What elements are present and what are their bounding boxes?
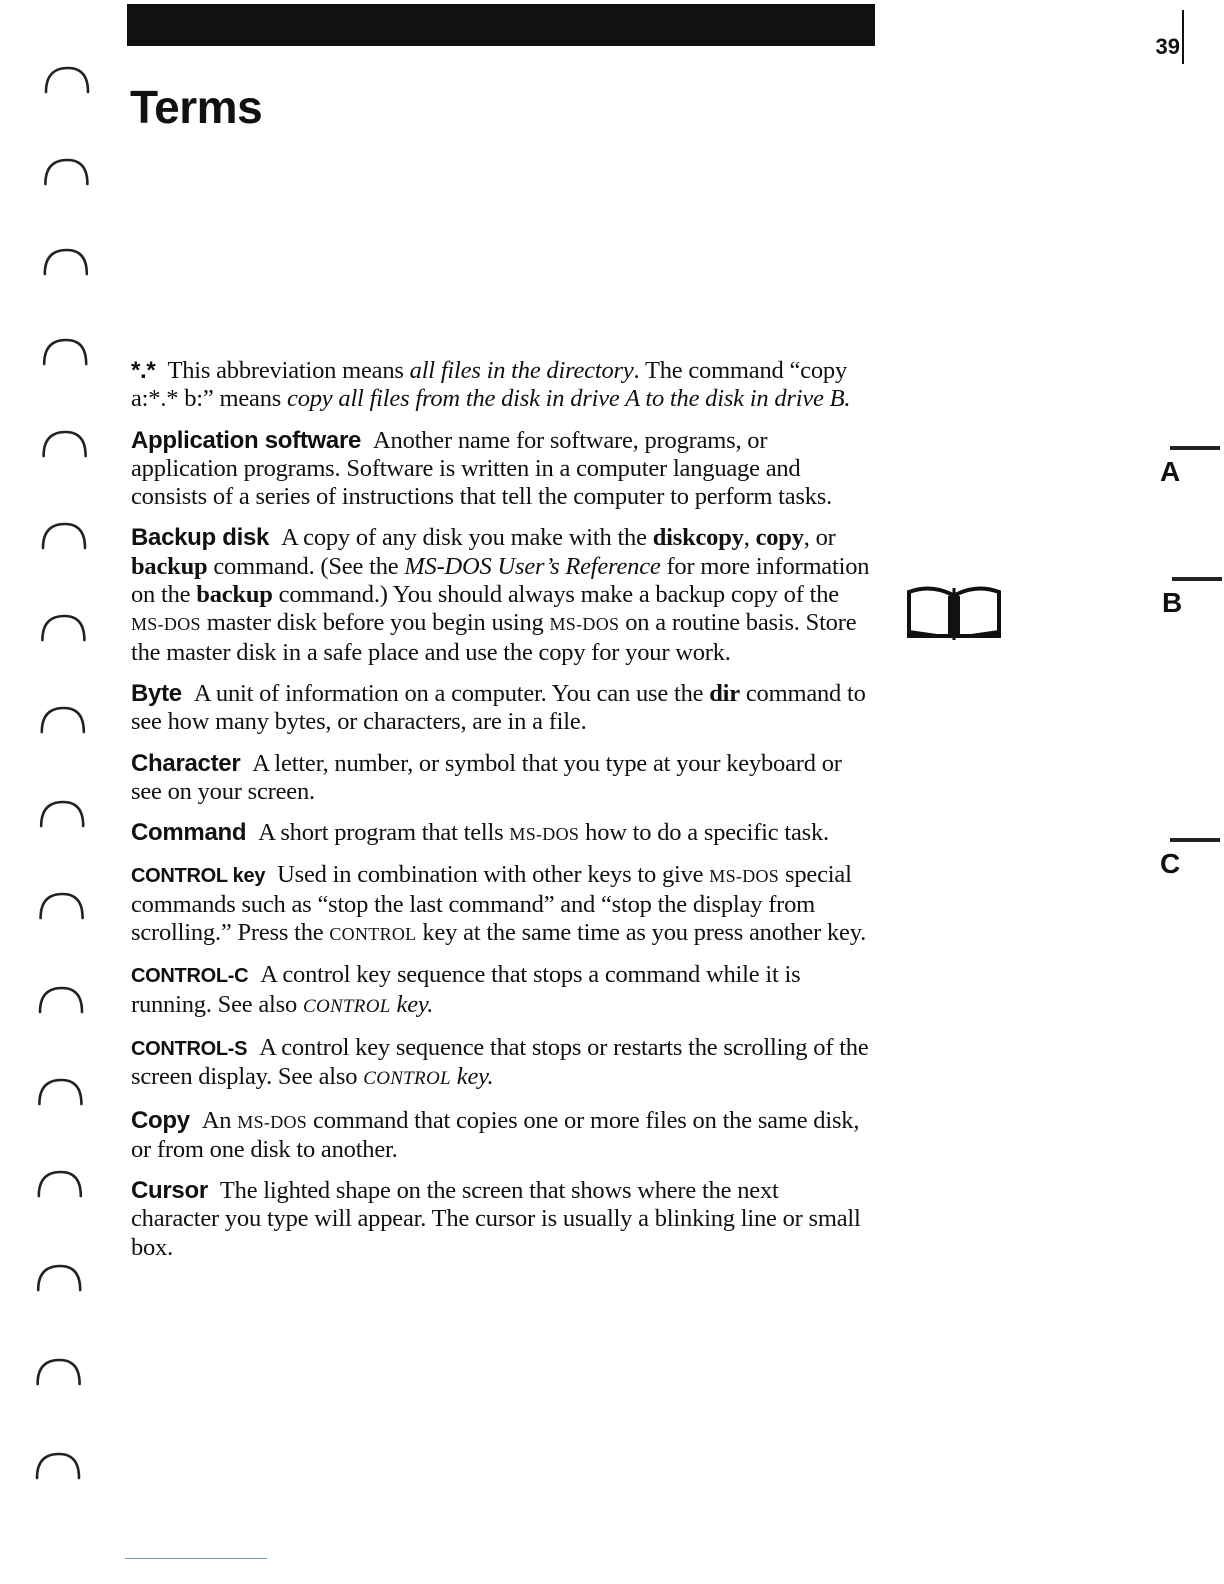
definition-text: A short program that tells (258, 819, 510, 847)
page-title: Terms (130, 81, 263, 133)
page-number-rule (1182, 10, 1184, 64)
glossary-term: Application software (131, 426, 362, 454)
tab-bar (1172, 577, 1222, 581)
definition-text: A letter, number, or symbol that you type at your keyboard or see on your screen. (131, 749, 842, 805)
binder-ring-icon (40, 988, 82, 1012)
definition-text: MS-DOS (509, 824, 580, 845)
binder-ring-icon (39, 1172, 81, 1196)
binder-ring-icon (42, 616, 84, 640)
glossary-entry (131, 750, 871, 807)
glossary-term: CONTROL-C (131, 965, 249, 988)
book-icon (905, 584, 1003, 644)
definition-text: The lighted shape on the screen that shows where the next character you type will appear. The cursor is usually a blinking line or small box. (131, 1177, 861, 1261)
glossary-term: Copy (131, 1106, 190, 1134)
definition-text: A copy of any disk you make with the (281, 524, 653, 552)
definition-text: MS-DOS (131, 614, 201, 635)
binder-ring-icon (39, 1080, 81, 1104)
definition-text: on a routine basis. Store the master disk in a safe place and use the copy for your work. (131, 609, 857, 666)
definition-text: master disk before you begin using (200, 609, 550, 637)
definition-text: CONTROL (363, 1068, 451, 1090)
footer-rule (125, 1558, 267, 1559)
definition-text: key at the same time as you press another key. (416, 919, 867, 947)
definition-text: backup (196, 581, 273, 609)
definition-text: MS-DOS (237, 1111, 308, 1132)
glossary-term: CONTROL key (131, 865, 266, 888)
header-black-bar (127, 4, 875, 46)
definition-text: , (743, 524, 756, 552)
binder-ring-icon (44, 432, 86, 456)
definition-text: An (201, 1106, 238, 1134)
definition-text: all files in the directory (409, 357, 634, 384)
glossary-entry (131, 524, 871, 666)
binder-ring-icon (38, 1266, 80, 1290)
binder-ring-icon (46, 68, 88, 92)
definition-text: command to see how many bytes, or characters, are in a file. (131, 679, 866, 736)
definition-text: how to do a specific task. (579, 819, 829, 847)
binder-ring-icon (45, 160, 87, 184)
binder-ring-icon (45, 250, 87, 274)
glossary-entry (131, 680, 871, 737)
glossary-term: Command (131, 819, 247, 847)
definition-text: A control key sequence that stops a command while it is running. See also (131, 961, 801, 1018)
tab-letter: C (1160, 848, 1181, 879)
definition-text: CONTROL (302, 995, 391, 1017)
tab-letter: B (1162, 587, 1183, 618)
glossary-list (131, 357, 871, 1275)
glossary-term: Backup disk (131, 524, 270, 552)
definition-text: key. (450, 1063, 494, 1091)
definition-text: backup (131, 552, 208, 580)
definition-text: Used in combination with other keys to give (277, 861, 710, 889)
page-number: 39 (1155, 34, 1180, 59)
glossary-entry (131, 819, 871, 848)
definition-text: command. (See the (207, 552, 405, 580)
definition-text: This abbreviation means (167, 357, 410, 384)
definition-text: special commands such as “stop the last command” and “stop the display from scrolling.” Press the (131, 861, 852, 947)
glossary-entry (131, 1107, 871, 1165)
binder-ring-icon (37, 1454, 79, 1478)
definition-text: diskcopy (652, 524, 744, 552)
glossary-term: Byte (131, 679, 182, 707)
glossary-entry (131, 427, 871, 512)
binder-rings (26, 60, 96, 1490)
definition-text: A control key sequence that stops or restarts the scrolling of the screen display. See also (131, 1033, 869, 1091)
definition-text: MS-DOS (549, 614, 620, 635)
definition-text: MS-DOS (709, 866, 780, 887)
definition-text: . The command “copy a:*.* b:” means (131, 357, 847, 413)
definition-text: Another name for software, programs, or application programs. Software is written in a computer language and consists of a series of instructions that tell the computer to perform tasks. (131, 426, 833, 511)
definition-text: MS-DOS User’s Reference (404, 552, 661, 580)
definition-text: CONTROL (329, 924, 417, 945)
glossary-term: Character (131, 749, 241, 777)
definition-text: command that copies one or more files on the same disk, or from one disk to another. (131, 1106, 860, 1163)
definition-text: , or (803, 524, 836, 552)
tab-letter: A (1160, 456, 1181, 487)
glossary-entry (131, 357, 871, 414)
binder-ring-icon (41, 802, 83, 826)
glossary-entry (131, 1177, 871, 1262)
definition-text: for more information on the (131, 552, 870, 609)
binder-ring-icon-set (26, 60, 96, 1490)
definition-text: copy all files from the disk in drive A to the disk in drive B. (287, 385, 851, 413)
binder-ring-icon (41, 894, 83, 918)
binder-ring-icon (44, 340, 86, 364)
definition-text: key. (390, 990, 434, 1018)
glossary-entry (131, 861, 871, 948)
glossary-entry (131, 1034, 871, 1094)
glossary-term: *.* (131, 357, 156, 384)
definition-text: dir (709, 679, 740, 707)
binder-ring-icon (38, 1360, 80, 1384)
definition-text: copy (755, 524, 804, 552)
binder-ring-icon (43, 524, 85, 548)
tab-bar (1170, 446, 1220, 450)
glossary-term: CONTROL-S (131, 1037, 248, 1060)
definition-text: A unit of information on a computer. You can use the (193, 679, 710, 707)
glossary-entry (131, 961, 871, 1021)
tab-bar (1170, 838, 1220, 842)
glossary-term: Cursor (131, 1177, 208, 1205)
binder-ring-icon (42, 708, 84, 732)
definition-text: command.) You should always make a backup copy of the (272, 581, 839, 609)
